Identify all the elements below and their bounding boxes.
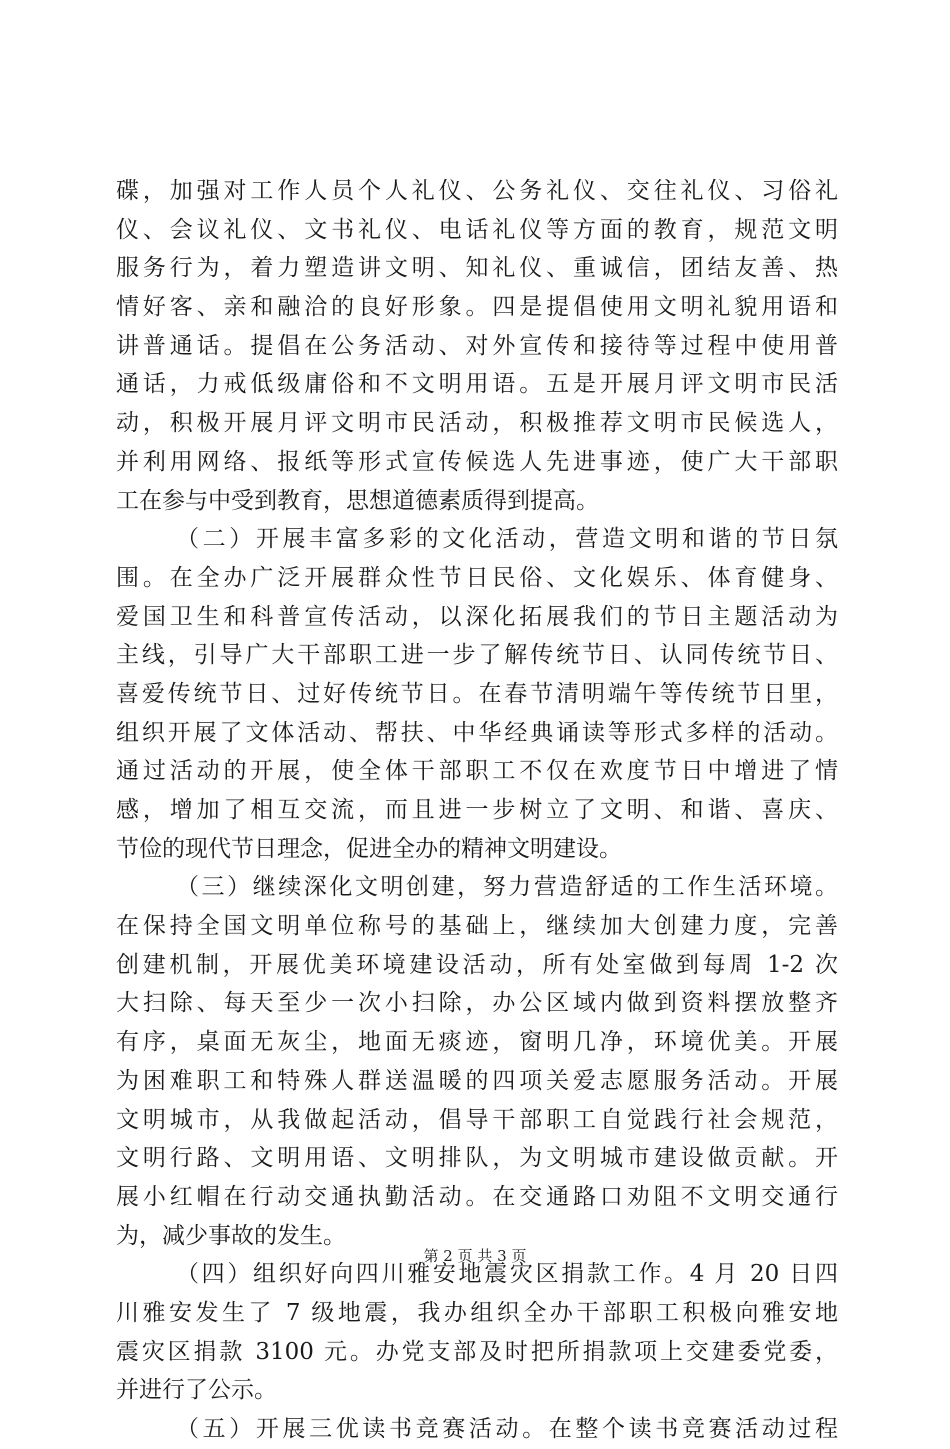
text-line: 文明城市，从我做起活动，倡导干部职工自觉践行社会规范， bbox=[116, 1106, 838, 1133]
text-line: 喜爱传统节日、过好传统节日。在春节清明端午等传统节日里， bbox=[116, 680, 838, 707]
section-heading-line: （五）开展三优读书竞赛活动。在整个读书竞赛活动过程 bbox=[176, 1416, 838, 1442]
text-line: 通话，力戒低级庸俗和不文明用语。五是开展月评文明市民活 bbox=[116, 371, 838, 398]
text-line: 文明行路、文明用语、文明排队，为文明城市建设做贡献。开 bbox=[116, 1145, 838, 1172]
text-line: 并进行了公示。 bbox=[116, 1377, 277, 1404]
text-line: 并利用网络、报纸等形式宣传候选人先进事迹，使广大干部职 bbox=[116, 448, 838, 475]
text-line: 讲普通话。提倡在公务活动、对外宣传和接待等过程中使用普 bbox=[116, 332, 838, 359]
text-line: 创建机制，开展优美环境建设活动，所有处室做到每周 1-2 次 bbox=[116, 951, 838, 978]
text-line: 爱国卫生和科普宣传活动，以深化拓展我们的节日主题活动为 bbox=[116, 603, 838, 630]
text-line: 在保持全国文明单位称号的基础上，继续加大创建力度，完善 bbox=[116, 913, 838, 940]
text-line: 大扫除、每天至少一次小扫除，办公区域内做到资料摆放整齐 bbox=[116, 990, 838, 1017]
section-heading-line: （四）组织好向四川雅安地震灾区捐款工作。4 月 20 日四 bbox=[176, 1261, 838, 1288]
text-line: 为困难职工和特殊人群送温暖的四项关爱志愿服务活动。开展 bbox=[116, 1067, 838, 1094]
text-line: 有序，桌面无灰尘，地面无痰迹，窗明几净，环境优美。开展 bbox=[116, 1029, 838, 1056]
text-line: 川雅安发生了 7 级地震，我办组织全办干部职工积极向雅安地 bbox=[116, 1299, 838, 1326]
text-line: 情好客、亲和融洽的良好形象。四是提倡使用文明礼貌用语和 bbox=[116, 294, 838, 321]
text-line: 为，减少事故的发生。 bbox=[116, 1222, 346, 1249]
text-line: 组织开展了文体活动、帮扶、中华经典诵读等形式多样的活动。 bbox=[116, 719, 838, 746]
section-heading-line: （二）开展丰富多彩的文化活动，营造文明和谐的节日氛 bbox=[176, 526, 838, 553]
text-line: 动，积极开展月评文明市民活动，积极推荐文明市民候选人， bbox=[116, 410, 838, 437]
text-line: 主线，引导广大干部职工进一步了解传统节日、认同传统节日、 bbox=[116, 642, 838, 669]
text-line: 通过活动的开展，使全体干部职工不仅在欢度节日中增进了情 bbox=[116, 758, 838, 785]
text-line: 震灾区捐款 3100 元。办党支部及时把所捐款项上交建委党委， bbox=[116, 1338, 838, 1365]
page-number-footer: 第 2 页 共 3 页 bbox=[423, 1247, 527, 1265]
text-line: 碟，加强对工作人员个人礼仪、公务礼仪、交往礼仪、习俗礼 bbox=[116, 178, 838, 204]
text-line: 仪、会议礼仪、文书礼仪、电话礼仪等方面的教育，规范文明 bbox=[116, 216, 838, 243]
text-line: 感，增加了相互交流，而且进一步树立了文明、和谐、喜庆、 bbox=[116, 797, 838, 823]
text-line: 展小红帽在行动交通执勤活动。在交通路口劝阻不文明交通行 bbox=[116, 1183, 838, 1210]
text-line: 服务行为，着力塑造讲文明、知礼仪、重诚信，团结友善、热 bbox=[116, 255, 838, 282]
text-line: 围。在全办广泛开展群众性节日民俗、文化娱乐、体育健身、 bbox=[116, 564, 838, 591]
text-line: 节俭的现代节日理念，促进全办的精神文明建设。 bbox=[116, 835, 622, 862]
text-line: 工在参与中受到教育，思想道德素质得到提高。 bbox=[116, 487, 599, 514]
section-heading-line: （三）继续深化文明创建，努力营造舒适的工作生活环境。 bbox=[176, 874, 838, 901]
